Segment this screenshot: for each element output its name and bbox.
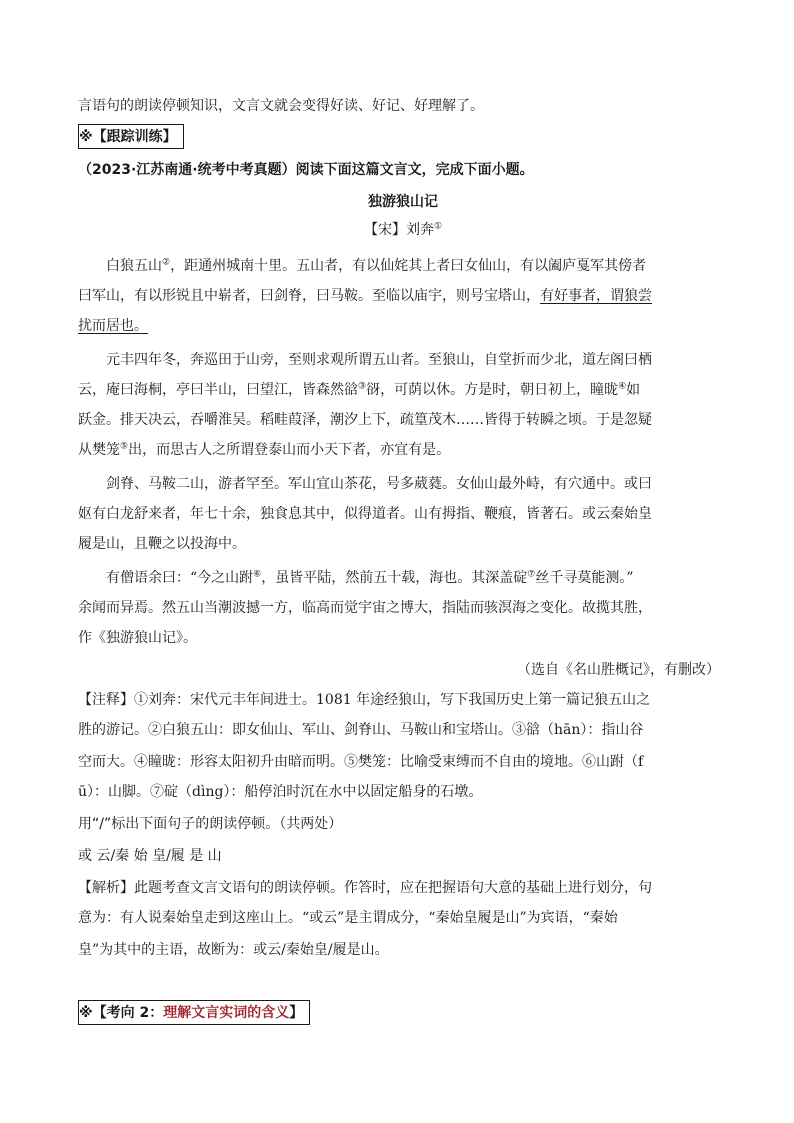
- author-note-marker: ①: [433, 221, 443, 232]
- body-line: 云，庵曰海桐，亭曰半山，曰望江，皆森然谽③谺，可荫以休。方是时，朝日初上，瞳昽④如: [78, 381, 641, 398]
- notes-line: 胜的游记。②白狼五山：即女仙山、军山、剑脊山、马鞍山和宝塔山。③谽（hān）：指山谷: [78, 722, 644, 738]
- body-line: 妪有白龙舒来者，年七十余，独食息其中，似得道者。山有拇指、鞭痕，皆著石。或云秦始皇: [78, 506, 652, 522]
- body-line: 曰军山，有以形锐且中崭者，曰剑脊，曰马鞍。至临以庙宇，则号宝塔山，有好事者，谓狼尝: [78, 288, 652, 304]
- body-line: 从樊笼⑤出，而思古人之所谓登泰山而小天下者，亦宜有是。: [78, 441, 451, 458]
- body-line: 履是山，且鞭之以投海中。: [78, 536, 246, 552]
- section-heading-tracking: [78, 124, 184, 149]
- section-heading-2: [78, 1000, 310, 1025]
- note-marker: ④: [618, 381, 627, 392]
- underlined-sentence: 有好事者，谓狼尝: [540, 288, 652, 304]
- question-intro: （2023·江苏南通·统考中考真题）阅读下面这篇文言文，完成下面小题。: [78, 162, 534, 178]
- body-line: [78, 316, 148, 336]
- note-marker: ②: [162, 257, 171, 268]
- body-line: 元丰四年冬，奔巡田于山旁，至则求观所谓五山者。至狼山，自堂折而少北，道左阁曰栖: [106, 352, 652, 368]
- intro-line: 言语句的朗读停顿知识，文言文就会变得好读、好记、好理解了。: [78, 98, 484, 114]
- body-line: 白狼五山②，距通州城南十里。五山者，有以仙姹其上者曰女仙山，有以阖庐戛军其傍者: [106, 257, 647, 274]
- underlined-sentence: 扰而居也。: [78, 318, 148, 334]
- body-line: 有僧语余曰：“今之山跗⑥，虽皆平陆，然前五十载，海也。其深盖碇⑦丝千寻莫能测。”: [106, 569, 634, 586]
- author-text: 【宋】刘奔: [363, 222, 434, 238]
- analysis-line: 意为：有人说秦始皇走到这座山上。“或云”是主谓成分，“秦始皇履是山”为宾语，“秦始: [78, 910, 618, 926]
- article-author: [78, 220, 728, 240]
- note-marker: ⑤: [120, 441, 129, 452]
- section-2-label: ※【考向 2：理解文言实词的含义】: [78, 1000, 310, 1025]
- body-line: 剑脊、马鞍二山，游者罕至。军山宜山茶花，号多葳蕤。女仙山最外峙，有穴通中。或曰: [106, 476, 652, 492]
- task-prompt: 用“/”标出下面句子的朗读停顿。（共两处）: [78, 816, 343, 832]
- section-label: ※【跟踪训练】: [78, 124, 184, 149]
- note-marker: ⑥: [253, 569, 262, 580]
- analysis-line: 皇”为其中的主语，故断为：或云/秦始皇/履是山。: [78, 942, 389, 958]
- body-line: 跃金。排天决云，吞嚼淮吴。稻畦葭泽，潮汐上下，疏篁茂木……皆得于转瞬之顷。于是忽疑: [78, 412, 652, 428]
- note-marker: ⑦: [527, 569, 536, 580]
- notes-line: 【注释】①刘奔：宋代元丰年间进士。1081 年途经狼山，写下我国历史上第一篇记狼五山之: [78, 692, 651, 708]
- article-title: 独游狼山记: [368, 194, 438, 210]
- body-line: 余闻而异焉。然五山当潮波撼一方，临高而觉宇宙之博大，指陆而骇溟海之变化。故揽其胜，: [78, 600, 652, 616]
- source-citation: （选自《名山胜概记》，有删改）: [517, 662, 720, 678]
- task-sentence: 或 云/秦 始 皇/履 是 山: [78, 848, 222, 864]
- section-2-highlight: 理解文言实词的含义: [163, 1005, 290, 1021]
- body-line: 作《独游狼山记》。: [78, 630, 197, 646]
- analysis-line: 【解析】此题考查文言文语句的朗读停顿。作答时，应在把握语句大意的基础上进行划分，句: [78, 880, 652, 896]
- notes-line: ū）：山脚。⑦碇（dìng）：船停泊时沉在水中以固定船身的石墩。: [78, 784, 483, 800]
- note-marker: ③: [358, 381, 367, 392]
- notes-line: 空而大。④瞳昽：形容太阳初升由暗而明。⑤樊笼：比喻受束缚而不自由的境地。⑥山跗（f: [78, 754, 644, 770]
